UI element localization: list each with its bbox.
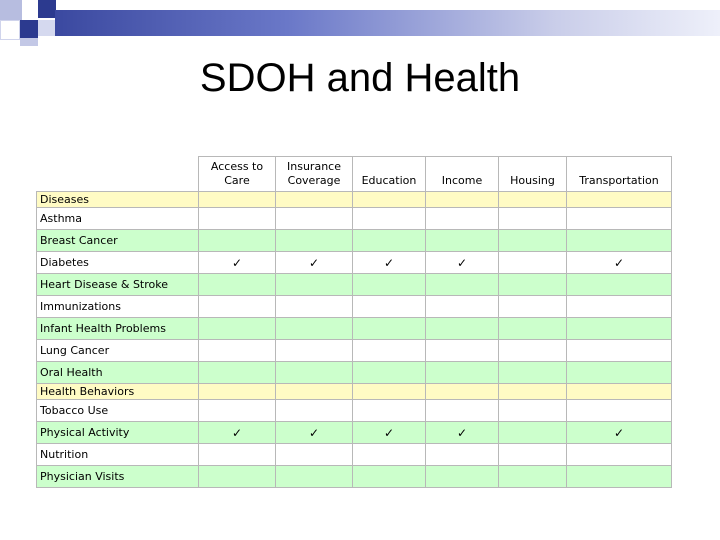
table-row	[37, 400, 672, 422]
row-label: Asthma	[37, 208, 199, 230]
table-row	[37, 208, 672, 230]
check-mark-cell: ✓	[353, 422, 426, 444]
check-mark-cell: ✓	[353, 252, 426, 274]
column-header-line1	[428, 160, 496, 174]
slide-title: SDOH and Health	[199, 56, 521, 100]
table-cell	[567, 230, 672, 252]
check-mark-cell: ✓	[199, 422, 276, 444]
table-cell	[276, 318, 353, 340]
table-cell	[276, 208, 353, 230]
column-header-line1	[501, 160, 564, 174]
row-label: Diabetes	[37, 252, 199, 274]
column-header-income	[426, 157, 499, 192]
table-cell	[199, 340, 276, 362]
table-cell	[499, 340, 567, 362]
column-header-transportation	[567, 157, 672, 192]
table-cell	[426, 444, 499, 466]
table-cell	[353, 274, 426, 296]
column-header-line1	[569, 160, 669, 174]
row-label: Immunizations	[37, 296, 199, 318]
table-cell	[353, 444, 426, 466]
table-cell	[499, 444, 567, 466]
table-cell	[567, 274, 672, 296]
table-cell	[426, 362, 499, 384]
table-cell	[499, 252, 567, 274]
table-cell	[499, 422, 567, 444]
table-cell	[353, 340, 426, 362]
table-cell	[499, 466, 567, 488]
table-cell	[567, 444, 672, 466]
table-cell	[499, 230, 567, 252]
column-header-line2: Transportation	[579, 174, 659, 187]
table-row	[37, 444, 672, 466]
column-header-line1	[355, 160, 423, 174]
table-cell	[276, 274, 353, 296]
column-header-access-to-care	[199, 157, 276, 192]
table-cell	[499, 318, 567, 340]
decorative-square	[20, 38, 38, 46]
row-label: Infant Health Problems	[37, 318, 199, 340]
decorative-gradient-bar	[55, 10, 720, 36]
table-cell	[426, 296, 499, 318]
column-header-line1: Insurance	[287, 160, 341, 173]
table-cell	[199, 230, 276, 252]
column-header-line2: Income	[441, 174, 483, 187]
table-cell	[426, 274, 499, 296]
table-cell	[199, 318, 276, 340]
table-cell	[199, 444, 276, 466]
table-cell	[499, 296, 567, 318]
table-row	[37, 274, 672, 296]
row-label: Lung Cancer	[37, 340, 199, 362]
table-row	[37, 230, 672, 252]
column-header-insurance-coverage	[276, 157, 353, 192]
table-cell	[353, 208, 426, 230]
table-cell	[499, 384, 567, 400]
header-corner	[37, 157, 199, 192]
table-cell	[353, 466, 426, 488]
table-cell	[567, 192, 672, 208]
row-label: Oral Health	[37, 362, 199, 384]
row-label: Nutrition	[37, 444, 199, 466]
table-cell	[426, 384, 499, 400]
decorative-header	[0, 0, 720, 40]
row-label: Physical Activity	[37, 422, 199, 444]
table-cell	[276, 444, 353, 466]
section-row	[37, 192, 672, 208]
table-body	[37, 192, 672, 488]
table-cell	[567, 296, 672, 318]
table-cell	[199, 466, 276, 488]
table-cell	[353, 384, 426, 400]
row-label: Tobacco Use	[37, 400, 199, 422]
table-cell	[426, 340, 499, 362]
table-cell	[499, 274, 567, 296]
table-cell	[426, 192, 499, 208]
section-label: Diseases	[37, 192, 199, 208]
table-cell	[276, 466, 353, 488]
column-header-line2: Housing	[510, 174, 555, 187]
table-cell	[276, 400, 353, 422]
column-header-housing	[499, 157, 567, 192]
table-cell	[499, 208, 567, 230]
table-cell	[199, 362, 276, 384]
table-cell	[567, 466, 672, 488]
table-cell	[426, 208, 499, 230]
table-cell	[426, 400, 499, 422]
check-mark-cell: ✓	[276, 422, 353, 444]
table-cell	[499, 400, 567, 422]
table-cell	[276, 230, 353, 252]
table-cell	[276, 340, 353, 362]
table-cell	[567, 318, 672, 340]
column-header-line2: Education	[361, 174, 417, 187]
table-cell	[199, 296, 276, 318]
table-cell	[199, 384, 276, 400]
check-mark-cell: ✓	[426, 422, 499, 444]
table-cell	[426, 318, 499, 340]
table-cell	[353, 192, 426, 208]
decorative-square	[0, 20, 20, 40]
table-header-row	[37, 157, 672, 192]
row-label: Heart Disease & Stroke	[37, 274, 199, 296]
table-cell	[353, 296, 426, 318]
table-cell	[353, 362, 426, 384]
check-mark-cell: ✓	[199, 252, 276, 274]
table-cell	[567, 208, 672, 230]
table-row	[37, 252, 672, 274]
check-mark-cell: ✓	[426, 252, 499, 274]
table-row	[37, 422, 672, 444]
sdoh-table	[36, 156, 672, 488]
table-row	[37, 362, 672, 384]
table-cell	[276, 362, 353, 384]
table-row	[37, 340, 672, 362]
table-cell	[567, 400, 672, 422]
table-cell	[199, 208, 276, 230]
row-label: Physician Visits	[37, 466, 199, 488]
table-cell	[199, 274, 276, 296]
table-cell	[567, 340, 672, 362]
table-cell	[353, 400, 426, 422]
table-cell	[567, 384, 672, 400]
table-cell	[199, 192, 276, 208]
check-mark-cell: ✓	[276, 252, 353, 274]
decorative-square	[0, 0, 22, 20]
table-cell	[353, 230, 426, 252]
table-cell	[426, 230, 499, 252]
table-cell	[567, 362, 672, 384]
table-cell	[499, 362, 567, 384]
table-cell	[353, 318, 426, 340]
table-row	[37, 318, 672, 340]
table-cell	[276, 192, 353, 208]
column-header-line2: Coverage	[287, 174, 341, 187]
section-row	[37, 384, 672, 400]
column-header-education	[353, 157, 426, 192]
column-header-line1: Access to	[210, 160, 264, 173]
row-label: Breast Cancer	[37, 230, 199, 252]
table-cell	[426, 466, 499, 488]
decorative-square	[38, 20, 56, 36]
table-row	[37, 466, 672, 488]
decorative-square	[20, 20, 38, 38]
decorative-square	[38, 0, 56, 18]
table-cell	[499, 192, 567, 208]
table-row	[37, 296, 672, 318]
table-cell	[199, 400, 276, 422]
table-cell	[276, 384, 353, 400]
section-label: Health Behaviors	[37, 384, 199, 400]
column-header-line2: Care	[224, 174, 250, 187]
check-mark-cell: ✓	[567, 252, 672, 274]
check-mark-cell: ✓	[567, 422, 672, 444]
table-cell	[276, 296, 353, 318]
